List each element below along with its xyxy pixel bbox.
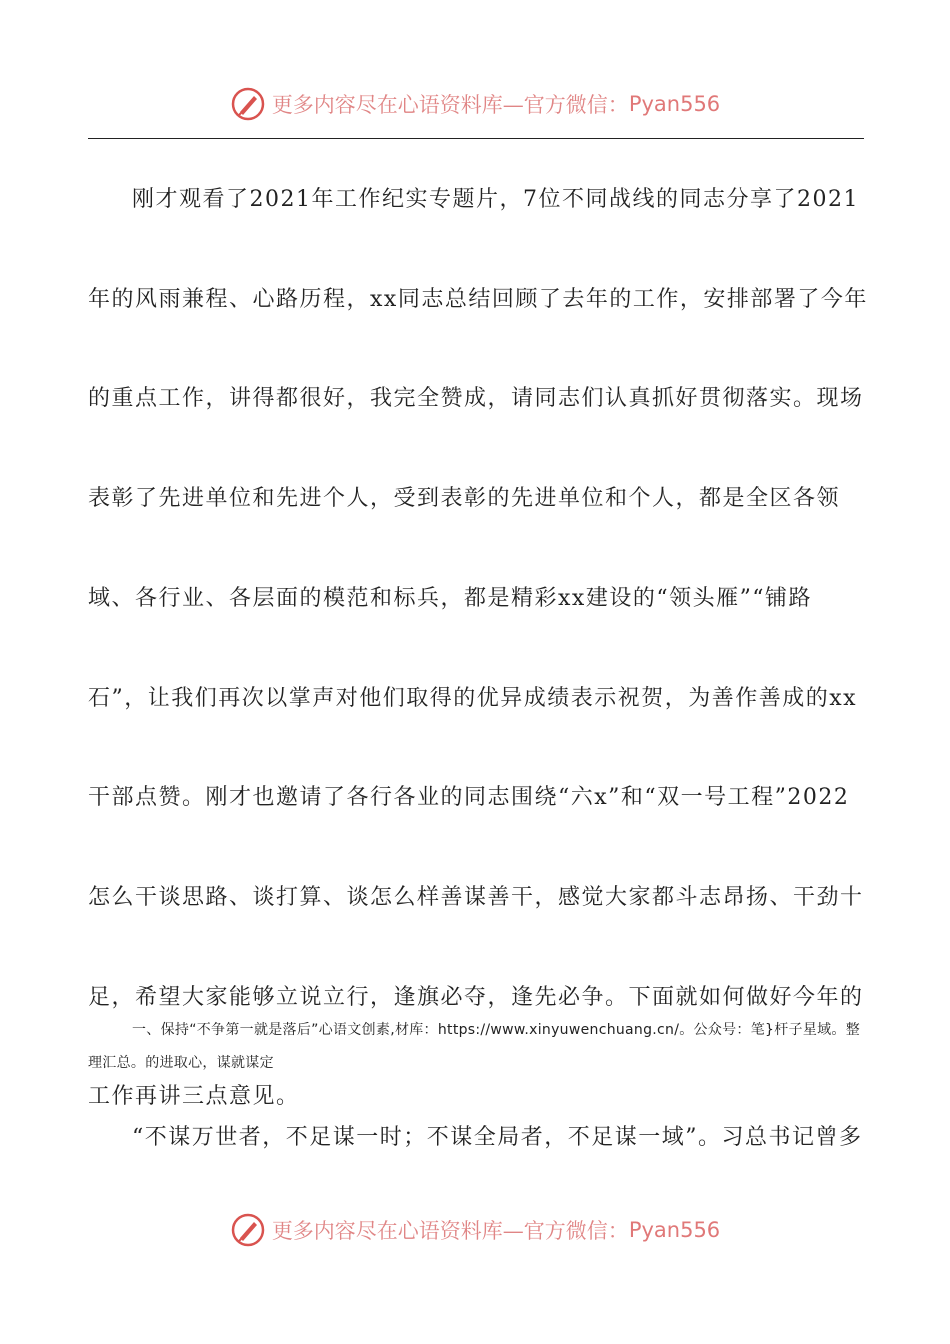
- body-paragraph-1: 刚才观看了2021年工作纪实专题片，7位不同战线的同志分享了2021年的风雨兼程、心路历程，xx同志总结回顾了去年的工作，安排部署了今年的重点工作，讲得都很好，我完全赞成，请同志们认真抓好贯彻落实。现场表彰了先进单位和先进个人，受到表彰的先进单位和个人，都是全区各领域、各行业、各层面的模范和标兵，都是精彩xx建设的“领头雁”“铺路石”，让我们再次以掌声对他们取得的优异成绩表示祝贺，为善作善成的xx干部点赞。刚才也邀请了各行各业的同志围绕“六x”和“双一号工程”2022怎么干谈思路、谈打算、谈怎么样善谋善干，感觉大家都斗志昂扬、干劲十足，希望大家能够立说立行，逢旗必夺，逢先必争。下面就如何做好今年的工作再讲三点意见。: [88, 187, 868, 1110]
- footer-banner-text: 更多内容尽在心语资料库—官方微信：: [271, 1219, 629, 1243]
- pen-logo-icon: [230, 86, 266, 122]
- pen-logo-icon: [230, 1212, 266, 1248]
- footer-banner: [0, 1210, 950, 1250]
- header-banner: [0, 84, 950, 124]
- section-heading-paragraph: 一、保持“不争第一就是落后”心语文创素,材库：https://www.xinyuwenchuang.cn/。公众号：笔}杆子星域。整理汇总。的进取心，谋就谋定: [88, 1022, 861, 1071]
- header-banner-text: 更多内容尽在心语资料库—官方微信：: [271, 93, 629, 117]
- header-banner-handle: Pyan556: [628, 92, 721, 116]
- footer-banner-handle: Pyan556: [628, 1218, 721, 1242]
- quote-paragraph: “不谋万世者，不足谋一时；不谋全局者，不足谋一域”。习总书记曾多: [132, 1125, 863, 1150]
- header-rule: [88, 138, 864, 139]
